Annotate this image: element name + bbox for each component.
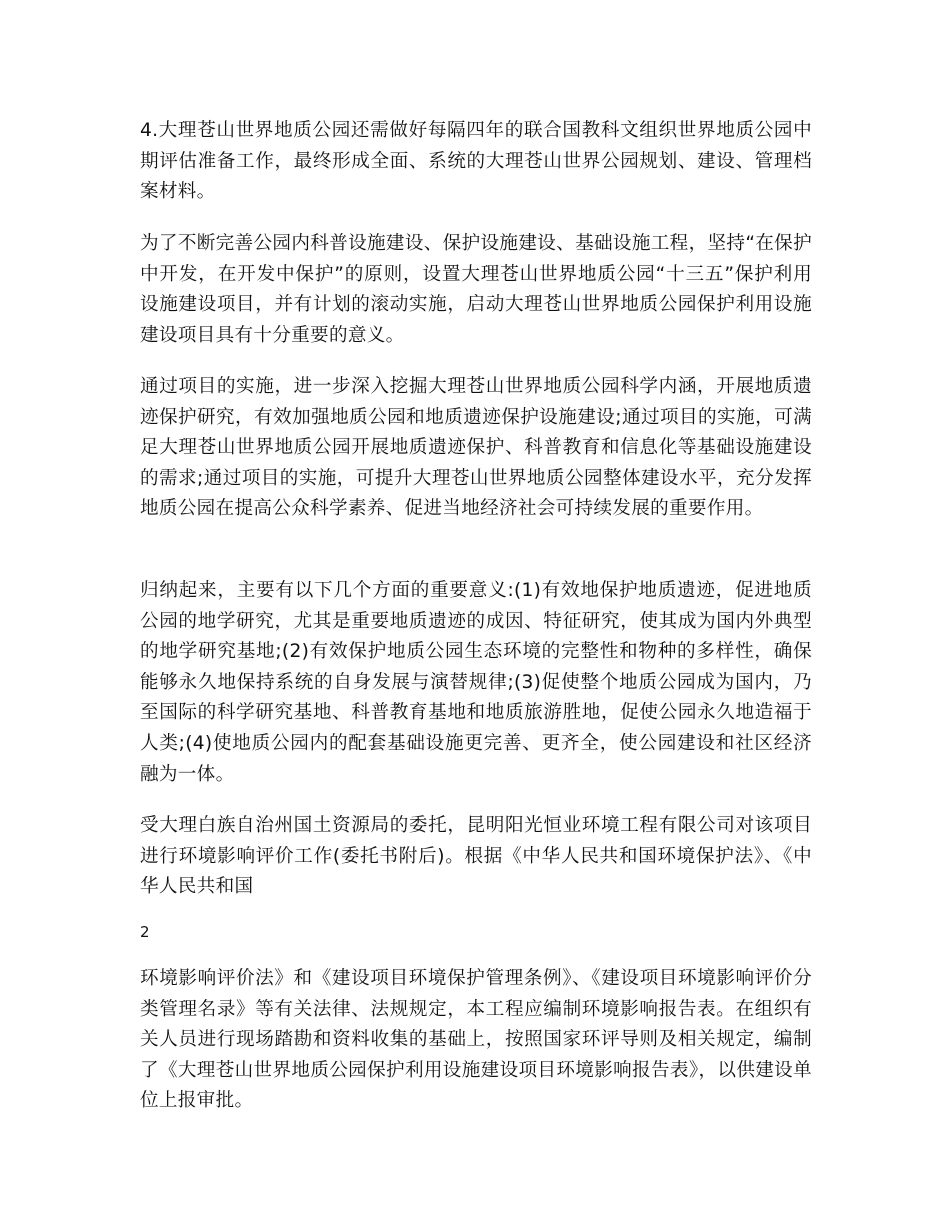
paragraph-commission: 受大理白族自治州国土资源局的委托，昆明阳光恒业环境工程有限公司对该项目进行环境影响评价工作(委托书附后)。根据《中华人民共和国环境保护法》、《中华人民共和国 xyxy=(140,815,812,898)
paragraph-project-implementation: 通过项目的实施，进一步深入挖掘大理苍山世界地质公园科学内涵，开展地质遗迹保护研究，有效加强地质公园和地质遗迹保护设施建设;通过项目的实施，可满足大理苍山世界地质公园开展地质遗迹保护、科普教育和信息化等基础设施建设的需求;通过项目的实施，可提升大理苍山世界地质公园整体建设水平，充分发挥地质公园在提高公众科学素养、促进当地经济社会可持续发展的重要作用。 xyxy=(140,376,812,520)
page-number: 2 xyxy=(140,923,150,941)
paragraph-report-basis: 环境影响评价法》和《建设项目环境保护管理条例》、《建设项目环境影响评价分类管理名录》等有关法律、法规规定，本工程应编制环境影响报告表。在组织有关人员进行现场踏勘和资料收集的基础上，按照国家环评导则及相关规定，编制了《大理苍山世界地质公园保护利用设施建设项目环境影响报告表》，以供建设单位上报审批。 xyxy=(140,968,812,1112)
paragraph-project-background: 为了不断完善公园内科普设施建设、保护设施建设、基础设施工程，坚持“在保护中开发，在开发中保护”的原则，设置大理苍山世界地质公园“十三五”保护利用设施建设项目，并有计划的滚动实施，启动大理苍山世界地质公园保护利用设施建设项目具有十分重要的意义。 xyxy=(140,233,812,346)
paragraph-evaluation-preparation: 4.大理苍山世界地质公园还需做好每隔四年的联合国教科文组织世界地质公园中期评估准备工作，最终形成全面、系统的大理苍山世界公园规划、建设、管理档案材料。 xyxy=(140,120,812,203)
paragraph-significance-summary: 归纳起来，主要有以下几个方面的重要意义:(1)有效地保护地质遗迹，促进地质公园的地学研究，尤其是重要地质遗迹的成因、特征研究，使其成为国内外典型的地学研究基地;(2)有效保护地质公园生态环境的完整性和物种的多样性，确保能够永久地保持系统的自身发展与演替规律;(3)促使整个地质公园成为国内，乃至国际的科学研究基地、科普教育基地和地质旅游胜地，促使公园永久地造福于人类;(4)使地质公园内的配套基础设施更完善、更齐全，使公园建设和社区经济融为一体。 xyxy=(140,580,812,785)
